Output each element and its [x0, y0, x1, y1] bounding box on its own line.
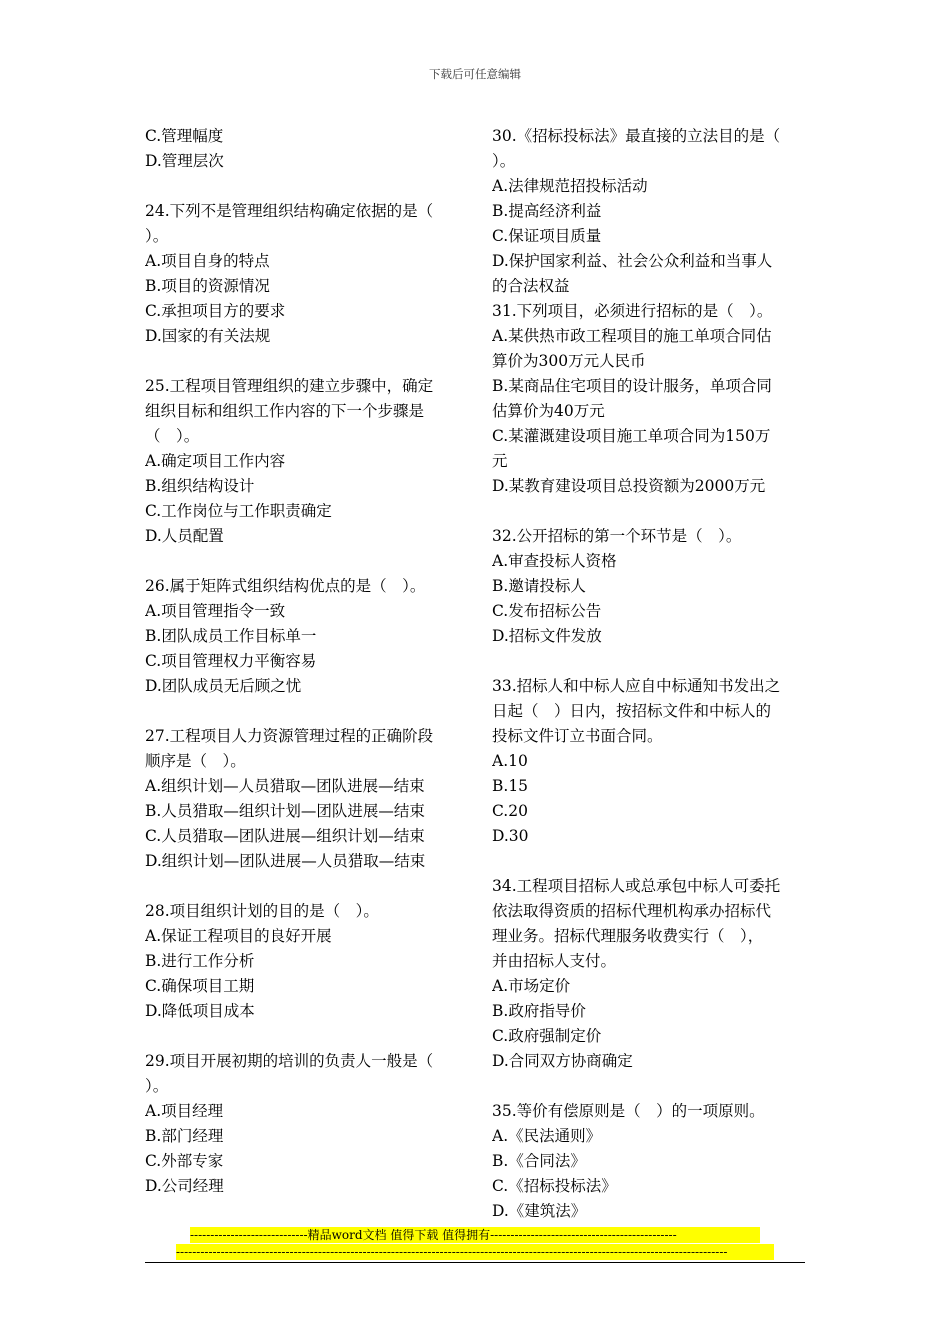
answer-option: C.项目管理权力平衡容易: [145, 652, 317, 670]
answer-option: B.《合同法》: [492, 1152, 586, 1170]
answer-option: C.管理幅度: [145, 127, 224, 145]
answer-option: D.组织计划—团队进展—人员猎取—结束: [145, 852, 426, 870]
answer-option: B.政府指导价: [492, 1002, 586, 1020]
question-text: 顺序是（ ）。: [145, 752, 246, 770]
question-text: 24.下列不是管理组织结构确定依据的是（: [145, 202, 434, 220]
answer-option: D.管理层次: [145, 152, 224, 170]
answer-option: B.15: [492, 777, 529, 795]
question-text: 理业务。招标代理服务收费实行（ ），: [492, 927, 764, 945]
question-text: 依法取得资质的招标代理机构承办招标代: [492, 902, 772, 920]
answer-option: D.降低项目成本: [145, 1002, 255, 1020]
question-text: ）。: [145, 227, 169, 245]
footer-banner: -----------------------------精品word文档 值得下载 值得拥有----------------------------------------------: [190, 1227, 760, 1243]
answer-option: A.保证工程项目的良好开展: [145, 927, 332, 945]
answer-option: C.政府强制定价: [492, 1027, 602, 1045]
question-text: 29.项目开展初期的培训的负责人一般是（: [145, 1052, 434, 1070]
blank-line: [145, 874, 463, 899]
answer-option: D.保护国家利益、社会公众利益和当事人: [492, 252, 773, 270]
question-text: 组织目标和组织工作内容的下一个步骤是: [145, 402, 425, 420]
answer-option: B.组织结构设计: [145, 477, 255, 495]
answer-option: A.市场定价: [492, 977, 571, 995]
answer-option: A.确定项目工作内容: [145, 452, 286, 470]
question-text: 元: [492, 452, 508, 470]
answer-option: B.邀请投标人: [492, 577, 586, 595]
blank-line: [492, 649, 810, 674]
answer-option: A.项目管理指令一致: [145, 602, 286, 620]
footer-rule: [145, 1262, 805, 1263]
answer-option: A.《民法通则》: [492, 1127, 602, 1145]
answer-option: B.团队成员工作目标单一: [145, 627, 317, 645]
answer-option: C.某灌溉建设项目施工单项合同为150万: [492, 427, 771, 445]
answer-option: D.团队成员无后顾之忧: [145, 677, 302, 695]
footer-dash-line: ----------------------------------------------------------------------------------------------------------------------------------------: [176, 1244, 774, 1260]
answer-option: C.确保项目工期: [145, 977, 255, 995]
answer-option: D.《建筑法》: [492, 1202, 587, 1220]
blank-line: [145, 174, 463, 199]
question-text: 投标文件订立书面合同。: [492, 727, 663, 745]
question-text: 的合法权益: [492, 277, 570, 295]
answer-option: D.某教育建设项目总投资额为2000万元: [492, 477, 766, 495]
answer-option: A.某供热市政工程项目的施工单项合同估: [492, 327, 772, 345]
answer-option: C.20: [492, 802, 528, 820]
answer-option: C.《招标投标法》: [492, 1177, 617, 1195]
answer-option: A.项目自身的特点: [145, 252, 270, 270]
question-text: 27.工程项目人力资源管理过程的正确阶段: [145, 727, 434, 745]
answer-option: B.某商品住宅项目的设计服务，单项合同: [492, 377, 772, 395]
answer-option: A.审查投标人资格: [492, 552, 617, 570]
answer-option: D.公司经理: [145, 1177, 224, 1195]
answer-option: B.进行工作分析: [145, 952, 255, 970]
answer-option: C.工作岗位与工作职责确定: [145, 502, 332, 520]
answer-option: D.国家的有关法规: [145, 327, 271, 345]
question-text: 28.项目组织计划的目的是（ ）。: [145, 902, 379, 920]
answer-option: B.人员猎取—组织计划—团队进展—结束: [145, 802, 425, 820]
answer-option: C.承担项目方的要求: [145, 302, 286, 320]
answer-option: B.项目的资源情况: [145, 277, 270, 295]
page-header: 下载后可任意编辑: [429, 67, 521, 81]
answer-option: A.项目经理: [145, 1102, 224, 1120]
answer-option: A.法律规范招投标活动: [492, 177, 648, 195]
question-text: （ ）。: [145, 427, 200, 445]
answer-option: A.10: [492, 752, 528, 770]
question-text: 25.工程项目管理组织的建立步骤中，确定: [145, 377, 434, 395]
blank-line: [492, 499, 810, 524]
question-text: 34.工程项目招标人或总承包中标人可委托: [492, 877, 781, 895]
question-text: 并由招标人支付。: [492, 952, 617, 970]
answer-option: D.30: [492, 827, 529, 845]
question-text: 算价为300万元人民币: [492, 352, 646, 370]
question-text: 30.《招标投标法》最直接的立法目的是（: [492, 127, 781, 145]
answer-option: D.招标文件发放: [492, 627, 602, 645]
question-text: ）。: [492, 152, 516, 170]
blank-line: [492, 849, 810, 874]
answer-option: A.组织计划—人员猎取—团队进展—结束: [145, 777, 425, 795]
answer-option: B.提高经济利益: [492, 202, 602, 220]
right-column: [492, 124, 810, 1224]
answer-option: D.合同双方协商确定: [492, 1052, 633, 1070]
answer-option: C.人员猎取—团队进展—组织计划—结束: [145, 827, 425, 845]
answer-option: B.部门经理: [145, 1127, 224, 1145]
blank-line: [145, 549, 463, 574]
question-text: 26.属于矩阵式组织结构优点的是（ ）。: [145, 577, 426, 595]
answer-option: C.保证项目质量: [492, 227, 602, 245]
left-column: [145, 124, 463, 1199]
question-text: 35.等价有偿原则是（ ）的一项原则。: [492, 1102, 765, 1120]
answer-option: C.发布招标公告: [492, 602, 602, 620]
question-text: 33.招标人和中标人应自中标通知书发出之: [492, 677, 781, 695]
answer-option: D.人员配置: [145, 527, 224, 545]
blank-line: [145, 699, 463, 724]
blank-line: [492, 1074, 810, 1099]
blank-line: [145, 349, 463, 374]
question-text: ）。: [145, 1077, 169, 1095]
question-text: 估算价为40万元: [492, 402, 605, 420]
answer-option: C.外部专家: [145, 1152, 224, 1170]
question-text: 32.公开招标的第一个环节是（ ）。: [492, 527, 742, 545]
blank-line: [145, 1024, 463, 1049]
question-text: 日起（ ）日内，按招标文件和中标人的: [492, 702, 772, 720]
question-text: 31.下列项目，必须进行招标的是（ ）。: [492, 302, 773, 320]
